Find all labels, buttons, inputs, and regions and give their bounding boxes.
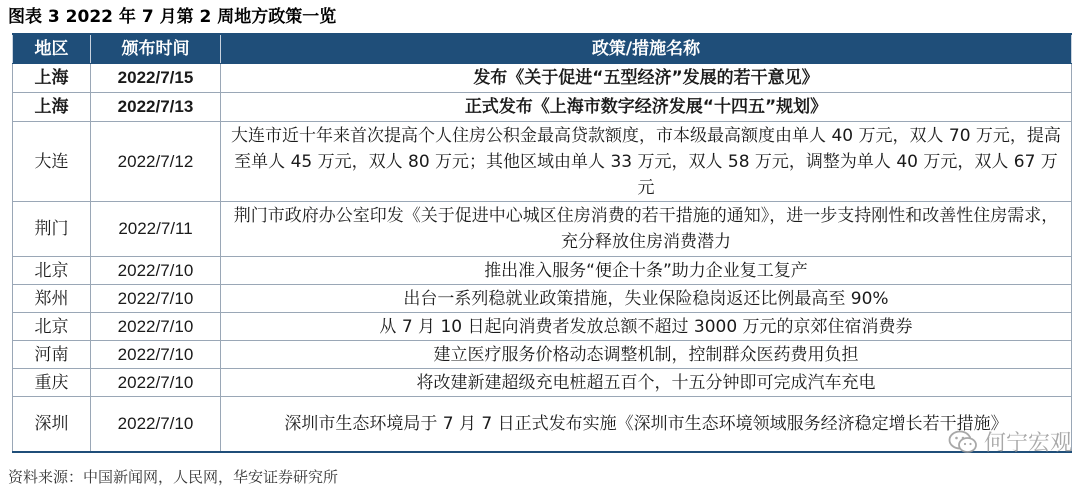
cell-policy: 将改建新建超级充电桩超五百个，十五分钟即可完成汽车充电 bbox=[221, 369, 1072, 397]
table-caption: 图表 3 2022 年 7 月第 2 周地方政策一览 bbox=[8, 7, 337, 27]
cell-region: 重庆 bbox=[13, 369, 91, 397]
cell-region: 北京 bbox=[13, 313, 91, 341]
table-row bbox=[13, 369, 1072, 397]
cell-policy: 荆门市政府办公室印发《关于促进中心城区住房消费的若干措施的通知》，进一步支持刚性和改善性住房需求，充分释放住房消费潜力 bbox=[221, 202, 1072, 257]
cell-date: 2022/7/10 bbox=[91, 397, 221, 453]
table-row bbox=[13, 285, 1072, 313]
table-row bbox=[13, 313, 1072, 341]
cell-region: 深圳 bbox=[13, 397, 91, 453]
cell-region: 郑州 bbox=[13, 285, 91, 313]
policy-table bbox=[12, 33, 1072, 453]
cell-policy: 发布《关于促进“五型经济”发展的若干意见》 bbox=[221, 64, 1072, 93]
cell-region: 上海 bbox=[13, 93, 91, 122]
cell-date: 2022/7/12 bbox=[91, 122, 221, 202]
table-row bbox=[13, 397, 1072, 453]
cell-date: 2022/7/10 bbox=[91, 341, 221, 369]
cell-policy: 建立医疗服务价格动态调整机制，控制群众医药费用负担 bbox=[221, 341, 1072, 369]
table-row bbox=[13, 341, 1072, 369]
table-header-row bbox=[13, 34, 1072, 64]
header-region: 地区 bbox=[13, 34, 91, 64]
cell-policy: 出台一系列稳就业政策措施，失业保险稳岗返还比例最高至 90% bbox=[221, 285, 1072, 313]
header-policy: 政策/措施名称 bbox=[221, 34, 1072, 64]
cell-region: 北京 bbox=[13, 257, 91, 285]
cell-date: 2022/7/11 bbox=[91, 202, 221, 257]
cell-date: 2022/7/10 bbox=[91, 285, 221, 313]
cell-region: 大连 bbox=[13, 122, 91, 202]
cell-date: 2022/7/10 bbox=[91, 369, 221, 397]
cell-date: 2022/7/10 bbox=[91, 257, 221, 285]
cell-region: 荆门 bbox=[13, 202, 91, 257]
cell-date: 2022/7/10 bbox=[91, 313, 221, 341]
table-row bbox=[13, 202, 1072, 257]
table-row bbox=[13, 93, 1072, 122]
cell-date: 2022/7/13 bbox=[91, 93, 221, 122]
cell-region: 河南 bbox=[13, 341, 91, 369]
watermark-text: 何宁宏观 bbox=[983, 431, 1072, 456]
wechat-watermark bbox=[948, 426, 1072, 457]
cell-policy: 推出准入服务“便企十条”助力企业复工复产 bbox=[221, 257, 1072, 285]
cell-date: 2022/7/15 bbox=[91, 64, 221, 93]
header-date: 颁布时间 bbox=[91, 34, 221, 64]
table-row bbox=[13, 122, 1072, 202]
cell-policy: 深圳市生态环境局于 7 月 7 日正式发布实施《深圳市生态环境领域服务经济稳定增长若干措施》 bbox=[221, 397, 1072, 453]
table-row bbox=[13, 64, 1072, 93]
cell-policy: 大连市近十年来首次提高个人住房公积金最高贷款额度，市本级最高额度由单人 40 万元，双人 70 万元，提高至单人 45 万元，双人 80 万元；其他区域由单人 33 万元，双人 58 万元，调整为单人 40 万元，双人 67 万元 bbox=[221, 122, 1072, 202]
cell-policy: 从 7 月 10 日起向消费者发放总额不超过 3000 万元的京郊住宿消费券 bbox=[221, 313, 1072, 341]
table-row bbox=[13, 257, 1072, 285]
cell-policy: 正式发布《上海市数字经济发展“十四五”规划》 bbox=[221, 93, 1072, 122]
source-note: 资料来源：中国新闻网，人民网，华安证券研究所 bbox=[8, 468, 339, 486]
wechat-icon bbox=[948, 429, 978, 455]
cell-region: 上海 bbox=[13, 64, 91, 93]
